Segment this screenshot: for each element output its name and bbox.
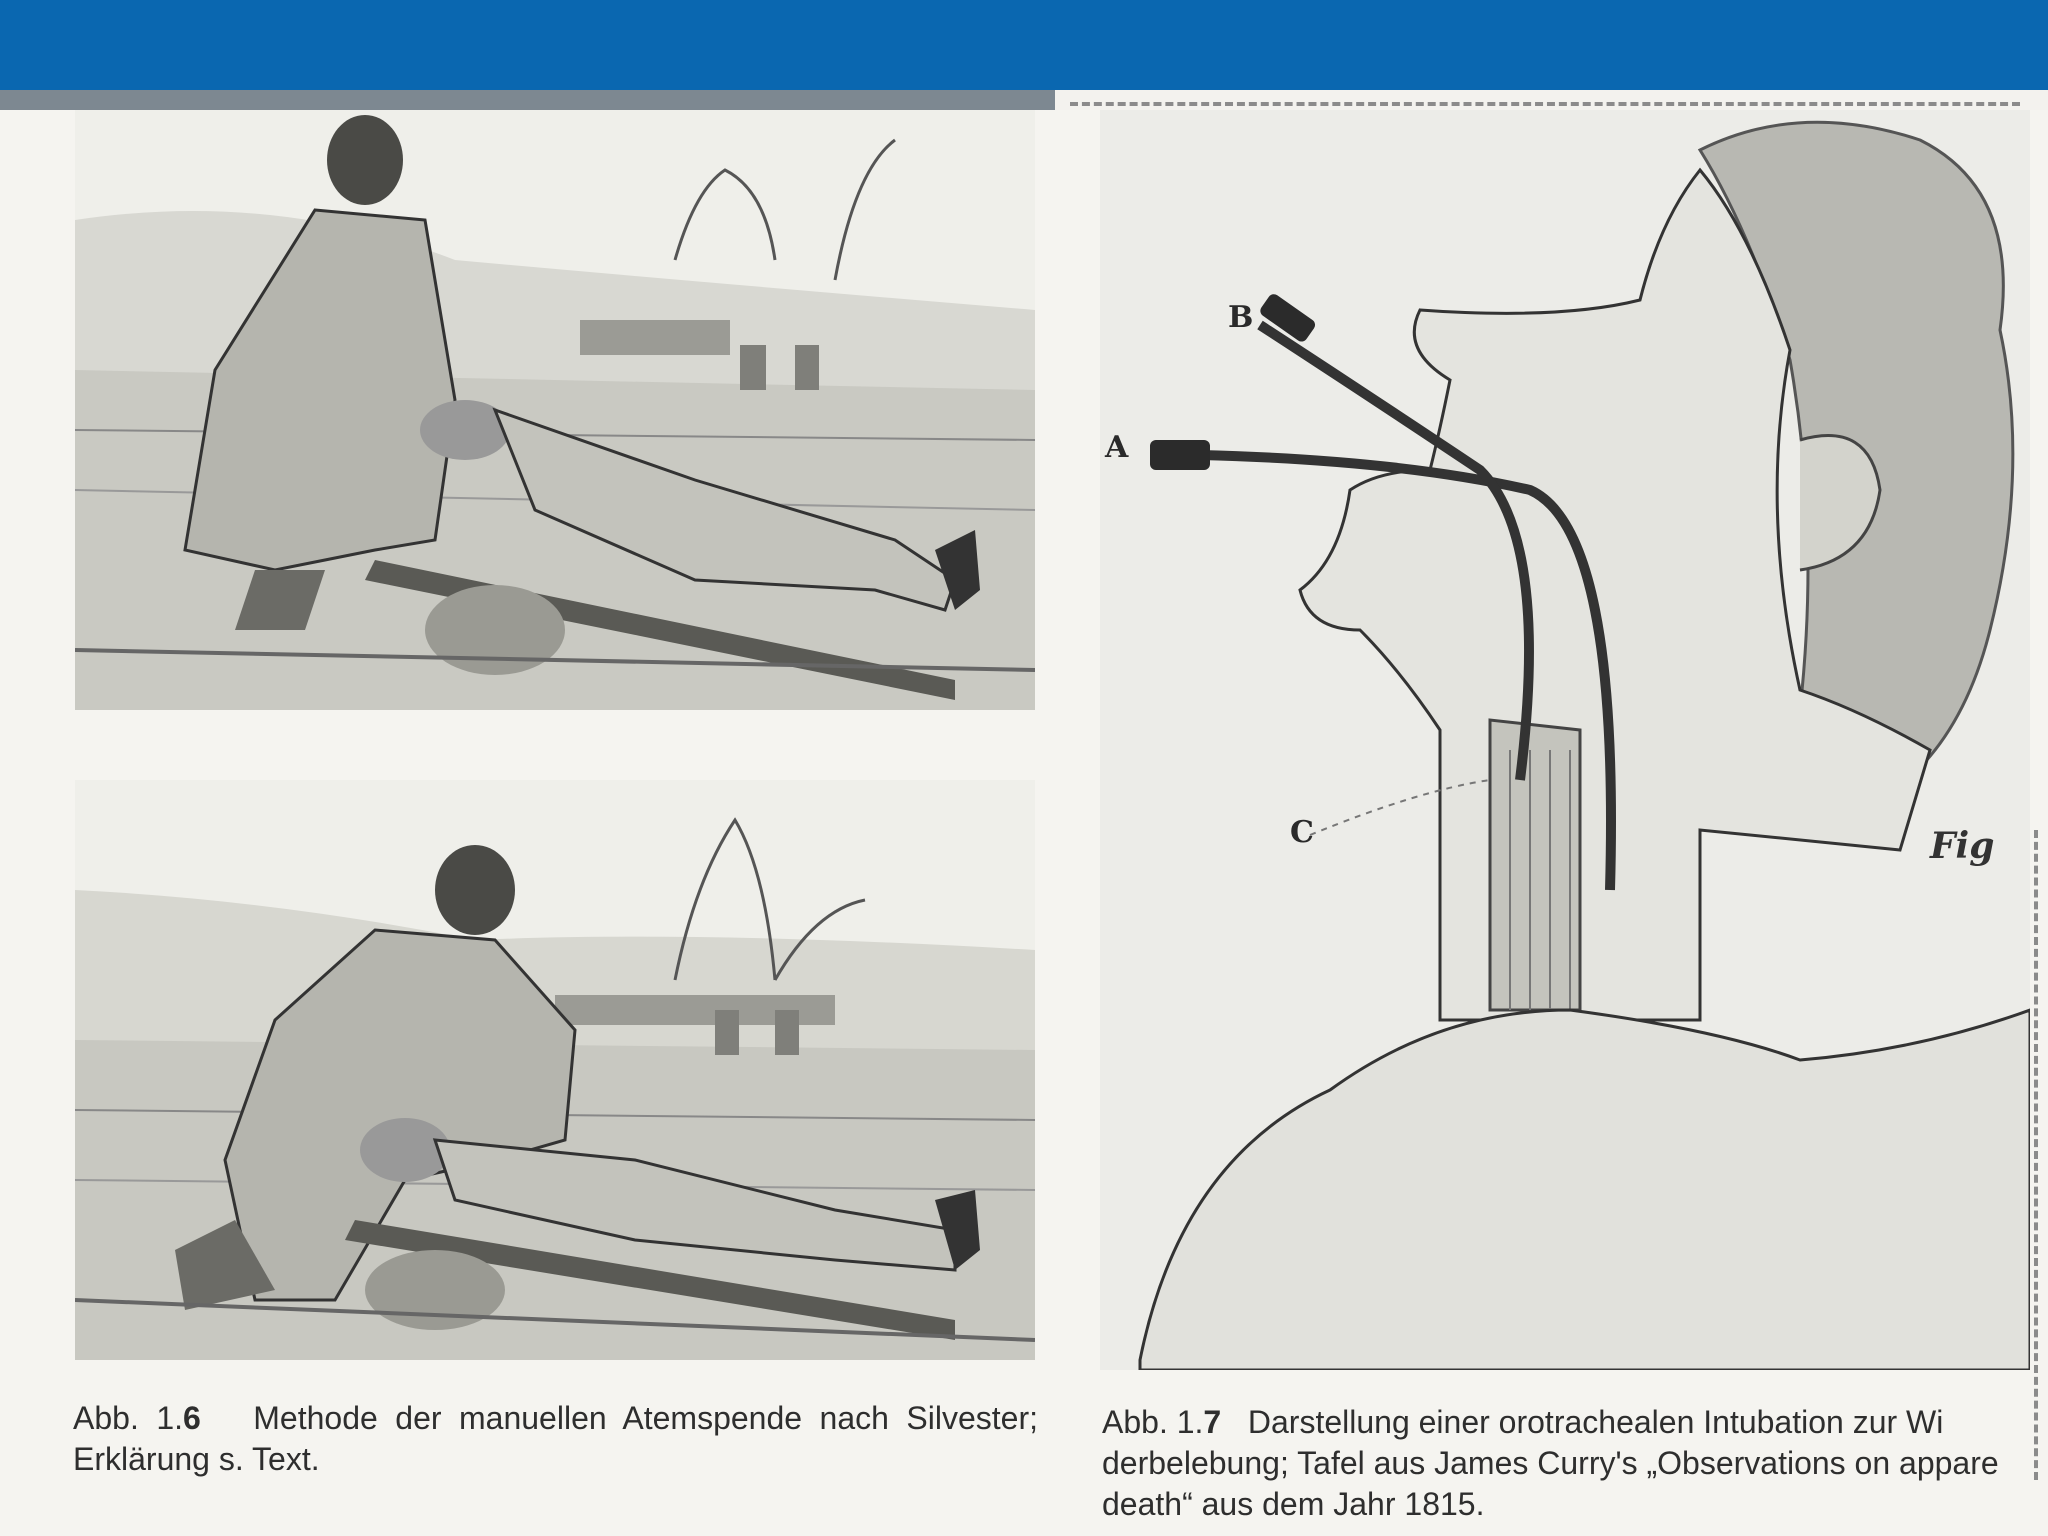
caption-fig-1-7 [1102, 1402, 2042, 1525]
header-bar [0, 0, 2048, 90]
dashed-border-top [1070, 102, 2020, 106]
silvester-illustration-bottom [75, 780, 1035, 1360]
dashed-border-right [2034, 830, 2038, 1480]
caption-text-1-7-line1: Darstellung einer orotrachealen Intubation zur Wi [1247, 1404, 1944, 1440]
header-shadow-strip [0, 90, 1055, 110]
caption-text-1-6: Methode der manuellen Atemspende nach Silvester; Erklärung s. Text. [73, 1400, 1038, 1477]
intubation-illustration [1100, 110, 2030, 1370]
caption-number-1-6: 6 [183, 1400, 201, 1436]
silvester-illustration-top [75, 110, 1035, 710]
caption-text-1-7-line3: death“ aus dem Jahr 1815. [1102, 1486, 1485, 1522]
label-a: A [1105, 430, 1129, 465]
caption-label-1-7: Abb. 1. [1102, 1404, 1204, 1440]
caption-label-1-6: Abb. 1. [73, 1400, 183, 1436]
caption-text-1-7-line2: derbelebung; Tafel aus James Curry's „Observations on appare [1102, 1445, 1999, 1481]
caption-number-1-7: 7 [1203, 1404, 1222, 1440]
label-b: B [1228, 300, 1254, 335]
fig-word: Fig [1930, 825, 1995, 867]
label-c: C [1290, 815, 1314, 850]
caption-line-1 [1102, 1402, 2042, 1443]
caption-fig-1-6 [73, 1398, 1038, 1480]
